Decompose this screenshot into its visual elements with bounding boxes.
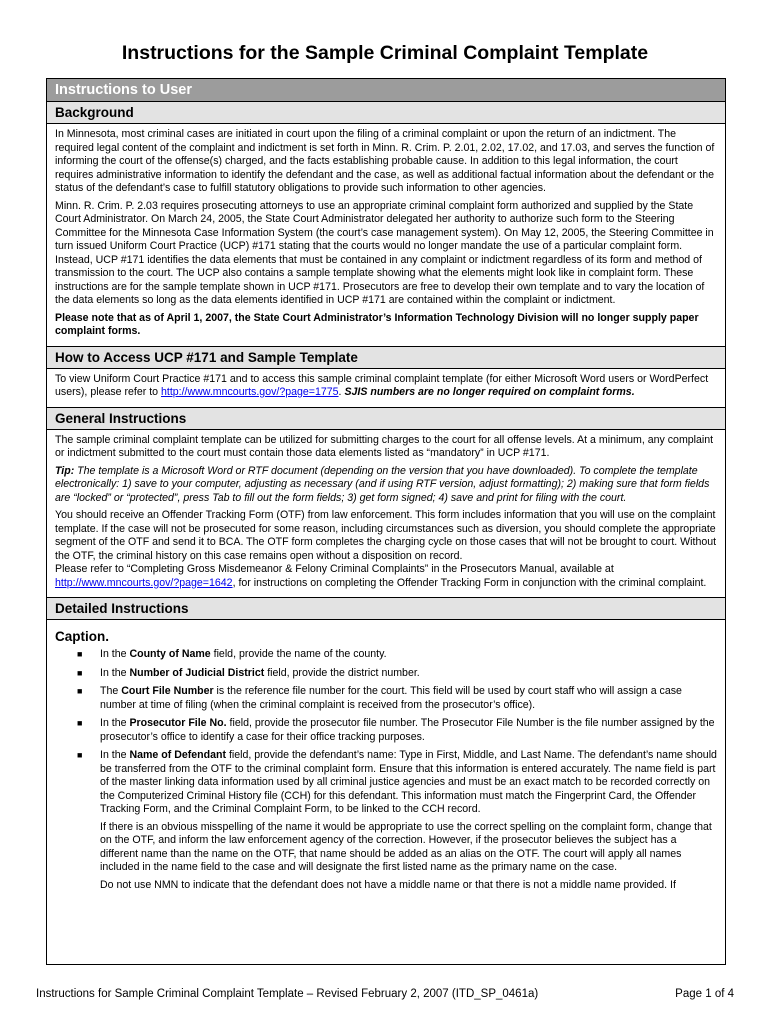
- footer-page-number: Page 1 of 4: [675, 988, 734, 1000]
- instructions-header: Instructions to User: [47, 79, 725, 102]
- list-item: [55, 648, 717, 662]
- field-name: County of Name: [129, 648, 211, 660]
- prosecutors-manual-text-after: , for instructions on completing the Offender Tracking Form in conjunction with the criminal complaint.: [232, 576, 707, 589]
- caption-list: [55, 648, 717, 892]
- bullet-icon: ■: [77, 718, 83, 728]
- tip-text: The template is a Microsoft Word or RTF document (depending on the version that you have downloaded). To complete the template electronically: 1) save to your computer, adjusting as necessary (and if using RTF version, adjust formatting); 2) making sure that form fields are “locked” or “protected”, press Tab to fill out the form fields; 3) get form signed; 4) save and print for filing with the court.: [55, 464, 710, 504]
- nmn-paragraph: Do not use NMN to indicate that the defendant does not have a middle name or that there is not a middle name provided. If: [100, 878, 676, 891]
- item-text: field, provide the defendant’s name: Type in First, Middle, and Last Name. The defendant’s name should be transferred from the OTF to the criminal complaint form. Ensure that this information is entered accurately. The name field is part of the master linking data information used by all criminal justice agencies and must be an exact match to be recorded correctly on the Computerized Criminal History file (CCH) for this defendant. This information must match the Fingerprint Card, the Offender Tracking Form, and the Criminal Complaint Form, to be linked to the CCH record.: [100, 749, 717, 815]
- field-name: Prosecutor File No.: [129, 717, 227, 729]
- access-paragraph: [55, 373, 717, 400]
- tip-label: Tip:: [55, 464, 75, 477]
- item-text: In the: [100, 666, 130, 679]
- background-section: [47, 124, 725, 346]
- access-text-after: .: [338, 386, 345, 398]
- background-note: Please note that as of April 1, 2007, the State Court Administrator’s Information Technology Division will no longer supply paper complaint forms.: [55, 311, 699, 337]
- bullet-icon: ■: [77, 686, 83, 696]
- list-item: [55, 667, 717, 681]
- misspelling-paragraph: If there is an obvious misspelling of the name it would be appropriate to use the correct spelling on the complaint form, change that on the OTF, and inform the law enforcement agency of the correction. However, if the prosecutor believes the subject has a different name than the name on the OTF, that name should be added as an alias on the OTF. The court will apply all names included in the name field to the case and will designate the first listed name as the primary name on the case.: [100, 820, 712, 873]
- item-text: field, provide the prosecutor file number. The Prosecutor File Number is the file number assigned by the prosecutor’s office to identify a case for their office tracking purposes.: [100, 717, 715, 743]
- tip-paragraph: [55, 465, 717, 506]
- item-text: field, provide the name of the county.: [210, 648, 387, 660]
- list-item: [55, 685, 717, 712]
- detailed-heading: Detailed Instructions: [47, 597, 725, 620]
- otf-text: You should receive an Offender Tracking Form (OTF) from law enforcement. This form includes information that you will use on the complaint template. If the case will not be prosecuted for some reason, including circumstances such as diversion, you should complete the appropriate segment of the OTF and send it to BCA. The OTF form completes the charging cycle on those cases that will not be brought to court. Without the OTF, the criminal history on this case remains open without a disposition on record.: [55, 509, 717, 562]
- field-name: Name of Defendant: [129, 749, 226, 761]
- list-item: [55, 717, 717, 744]
- item-text: field, provide the district number.: [264, 666, 420, 679]
- general-heading: General Instructions: [47, 407, 725, 430]
- prosecutors-manual-text: Please refer to “Completing Gross Misdemeanor & Felony Criminal Complaints” in the Prosecutors Manual, available at: [55, 563, 614, 575]
- bullet-icon: ■: [77, 649, 83, 659]
- access-section: [47, 369, 725, 407]
- general-paragraph-1: The sample criminal complaint template can be utilized for submitting charges to the court for all offense levels. At a minimum, any complaint or indictment submitted to the court must contain those data elements listed as “mandatory” in UCP #171.: [55, 433, 714, 459]
- access-text: To view Uniform Court Practice #171 and to access this sample criminal complaint template (for either Microsoft Word users or WordPerfect users), please refer to: [55, 372, 709, 398]
- page-title: Instructions for the Sample Criminal Complaint Template: [121, 42, 649, 64]
- item-text: In the: [100, 717, 130, 729]
- sjis-note: SJIS numbers are no longer required on complaint forms.: [344, 386, 635, 398]
- footer-document-info: Instructions for Sample Criminal Complaint Template – Revised February 2, 2007 (ITD_SP_0461a): [36, 988, 539, 1000]
- bullet-icon: ■: [77, 750, 83, 760]
- otf-instructions-link[interactable]: http://www.mncourts.gov/?page=1642: [55, 576, 233, 589]
- bullet-icon: ■: [77, 667, 83, 678]
- field-name: Number of Judicial District: [129, 666, 265, 679]
- instructions-frame: [46, 78, 726, 965]
- item-text: In the: [100, 749, 130, 761]
- detailed-section: [47, 620, 725, 900]
- background-paragraph-2: Minn. R. Crim. P. 2.03 requires prosecuting attorneys to use an appropriate criminal complaint form authorized and supplied by the State Court Administrator. On March 24, 2005, the State Court Administrator delegated her authority to authorize such form to the Steering Committee for the Minnesota Case Information System (the court’s case management system). On May 12, 2005, the Steering Committee in turn issued Uniform Court Practice (UCP) #171 stating that the courts would no longer mandate the use of a particular complaint form. Instead, UCP #171 identifies the data elements that must be contained in any complaint or indictment regardless of its form and method of transmission to the court. The UCP also contains a sample template showing what the elements might look like in complaint form. These instructions are for the sample template shown in UCP #171. Prosecutors are free to develop their own template and to vary the location of the data elements so long as the data elements identified in UCP #171 are contained within the complaint or indictment.: [55, 199, 714, 306]
- access-heading: How to Access UCP #171 and Sample Template: [47, 346, 725, 369]
- general-section: [47, 430, 725, 598]
- background-paragraph-1: In Minnesota, most criminal cases are initiated in court upon the filing of a criminal complaint or upon the return of an indictment. The required legal content of the complaint and indictment is set forth in Minn. R. Crim. P. 2.01, 2.02, 17.02, and 17.03, and serves the function of informing the court of the offense(s) charged, and the facts establishing probable cause. In addition to this legal information, the court requires administrative information to identify the defendant and the case, as well as additional factual information about the defendant or the status of the defendant’s case to fulfill statutory obligations to provide such information to other agencies.: [55, 128, 715, 194]
- item-text: In the: [100, 648, 130, 660]
- background-heading: Background: [47, 102, 725, 124]
- general-paragraph-3: [55, 509, 717, 590]
- item-text: is the reference file number for the court. This field will be used by court staff who will assign a case number at time of filing (when the criminal complaint is received from the prosecutor’s office).: [100, 685, 682, 711]
- list-item: [55, 749, 717, 892]
- item-text: The: [100, 685, 122, 697]
- caption-heading: Caption.: [55, 629, 109, 644]
- ucp-171-link[interactable]: http://www.mncourts.gov/?page=1775: [160, 386, 339, 398]
- field-name: Court File Number: [121, 685, 214, 697]
